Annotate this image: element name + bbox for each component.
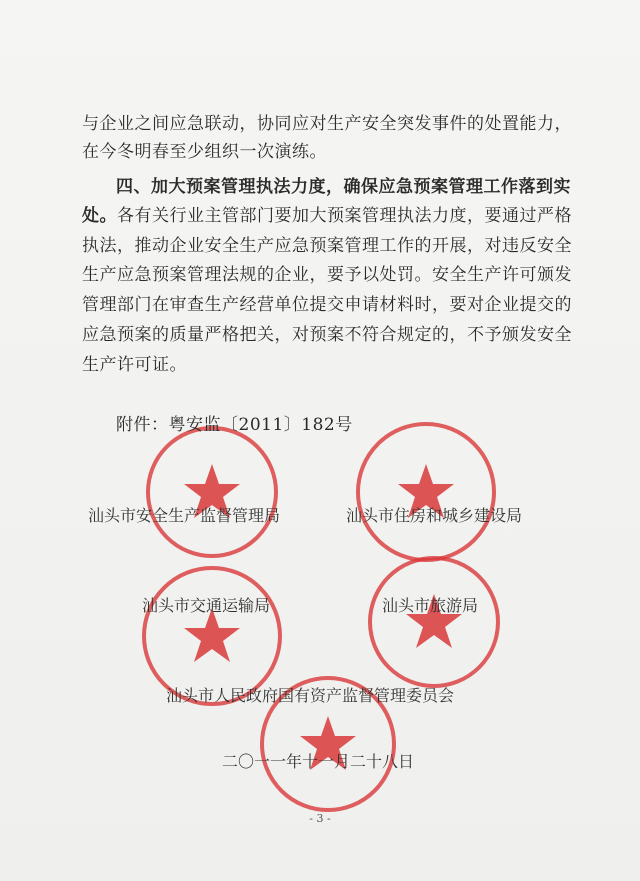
section-heading-text: 加大预案管理执法力度，确保应急预案管理工作落到实 — [151, 177, 571, 197]
body-line-2: 在今冬明春至少组织一次演练。 — [82, 142, 327, 162]
signatory-safety-bureau: 汕头市安全生产监督管理局 — [88, 506, 281, 525]
seal-housing-bureau — [352, 418, 500, 566]
body-line-5: 执法，推动企业安全生产应急预案管理工作的开展，对违反安全 — [82, 236, 572, 256]
body-line-8: 应急预案的质量严格把关，对预案不符合规定的，不予颁发安全 — [82, 325, 572, 345]
section-number: 四、 — [116, 177, 151, 197]
body-line-4-text: 各有关行业主管部门要加大预案管理执法力度，要通过严格 — [117, 206, 572, 226]
body-line-9: 生产许可证。 — [82, 355, 187, 375]
section-heading-end: 处。 — [82, 206, 117, 226]
signatory-tourism-bureau: 汕头市旅游局 — [382, 596, 479, 615]
section-heading — [0, 176, 640, 198]
signatory-sasac: 汕头市人民政府国有资产监督管理委员会 — [166, 686, 455, 705]
body-line-7: 管理部门在审查生产经营单位提交申请材料时，要对企业提交的 — [82, 295, 572, 315]
body-line-6: 生产应急预案管理法规的企业，要予以处罚。安全生产许可颁发 — [82, 265, 572, 285]
signatory-transport-bureau: 汕头市交通运输局 — [142, 596, 271, 615]
signatory-housing-bureau: 汕头市住房和城乡建设局 — [346, 506, 523, 525]
body-line-4 — [0, 205, 640, 227]
page-number: - 3 - — [309, 812, 331, 825]
document-date: 二〇一一年十一月二十八日 — [222, 752, 415, 771]
seal-safety-bureau — [142, 422, 282, 562]
attachment-note: 附件：粤安监〔2011〕182号 — [116, 415, 353, 435]
body-line-1: 与企业之间应急联动，协同应对生产安全突发事件的处置能力， — [82, 114, 572, 134]
